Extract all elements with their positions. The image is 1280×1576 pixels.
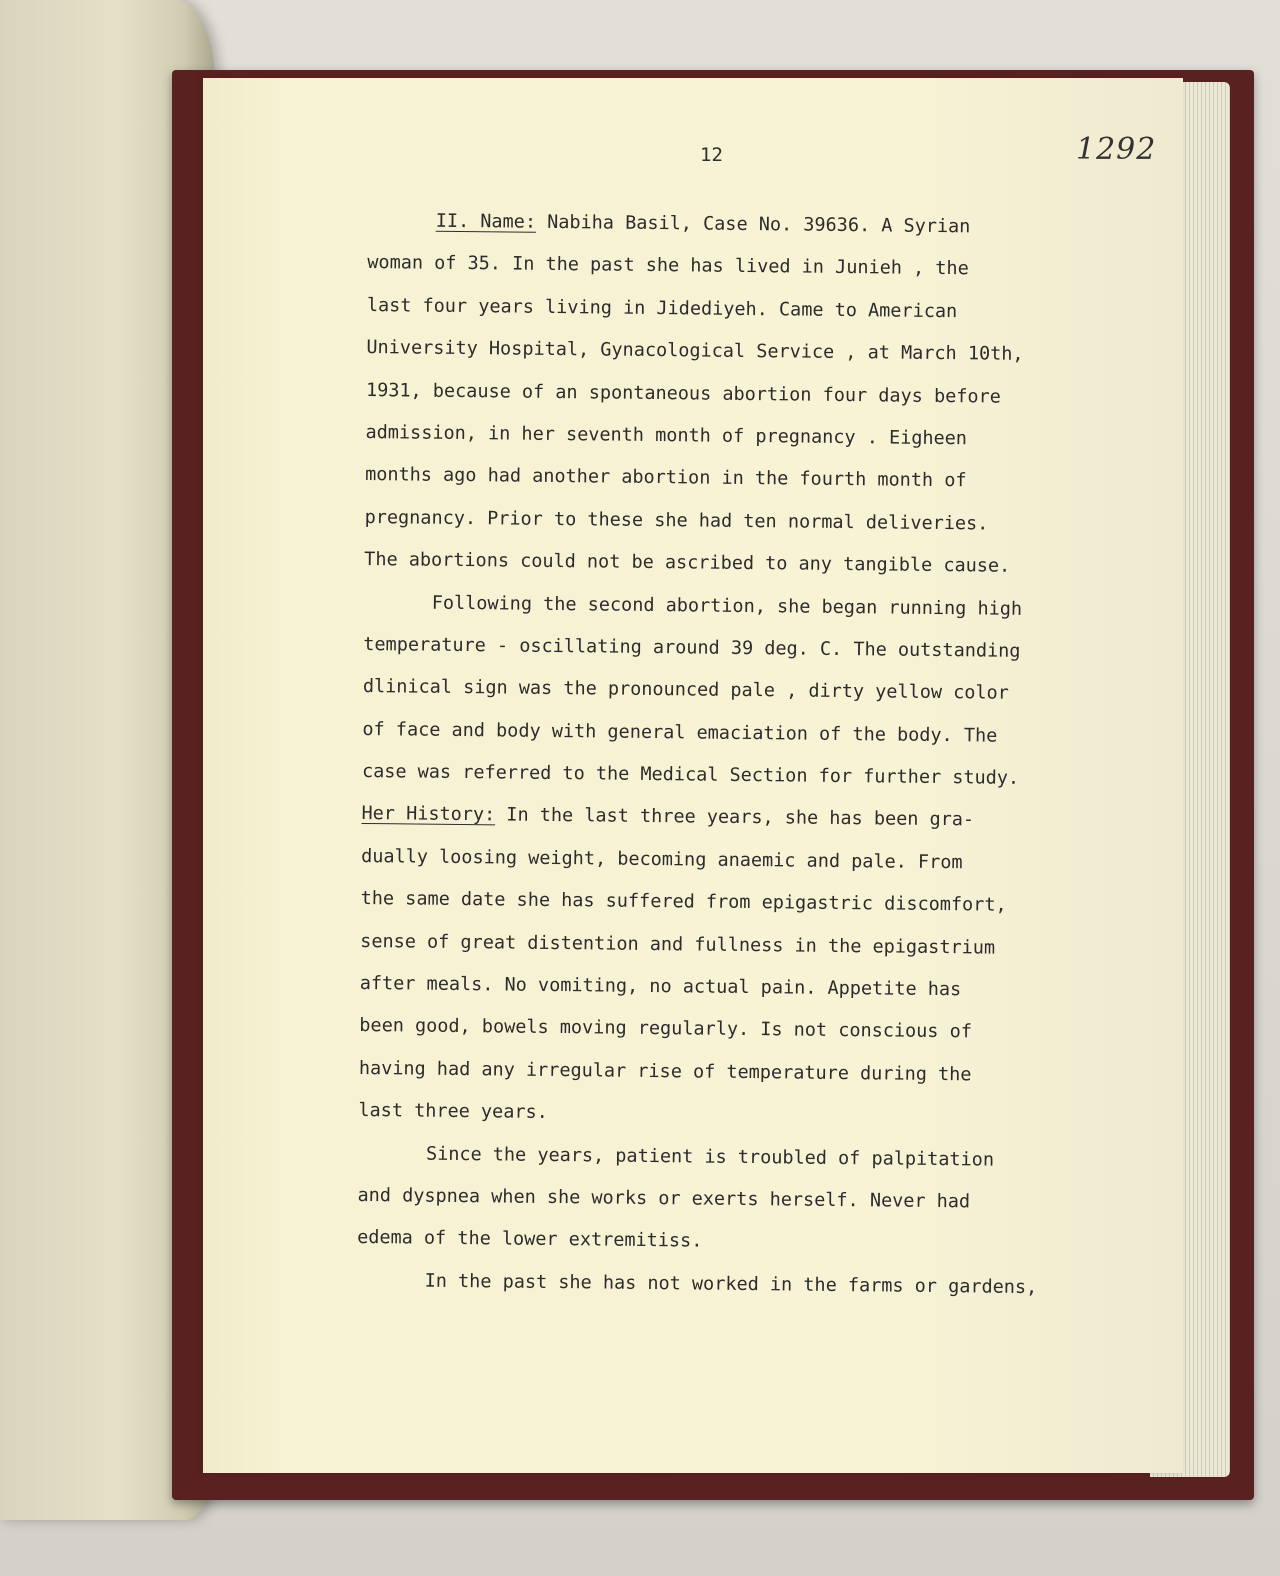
page-number: 12 <box>700 144 723 166</box>
text-line: The abortions could not be ascribed to any tangible cause. <box>364 549 1011 577</box>
text-line: case was referred to the Medical Section for further study. <box>361 761 1020 789</box>
text-line: dually loosing weight, becoming anaemic and pale. From <box>361 845 963 874</box>
text-line: edema of the lower extremitiss. <box>357 1227 703 1252</box>
typed-page <box>203 78 1183 1473</box>
text-line: the same date she has suffered from epigastric discomfort, <box>360 888 1007 916</box>
text-line: Her History: In the last three years, she has been gra- <box>361 803 975 831</box>
text-line: sense of great distention and fullness in the epigastrium <box>360 930 996 959</box>
text-line: dlinical sign was the pronounced pale , dirty yellow color <box>362 676 1009 705</box>
text-line: 1931, because of an spontaneous abortion four days before <box>365 379 1001 408</box>
text-line: been good, bowels moving regularly. Is not conscious of <box>359 1015 973 1043</box>
text-line: II. Name: Nabiha Basil, Case No. 39636. A Syrian <box>435 210 971 238</box>
section-label-history: Her History: <box>361 803 496 826</box>
text-line: Following the second abortion, she began running high <box>431 592 1023 620</box>
text-line: and dyspnea when she works or exerts herself. Never had <box>357 1184 971 1213</box>
handwritten-folio-number: 1292 <box>1076 132 1157 167</box>
text-line: last four years living in Jidediyeh. Came to American <box>366 294 958 322</box>
text-line: of face and body with general emaciation of the body. The <box>362 718 998 747</box>
text-line: Since the years, patient is troubled of palpitation <box>425 1143 995 1171</box>
text-line: having had any irregular rise of temperature during the <box>358 1057 972 1086</box>
text-line: pregnancy. Prior to these she had ten normal deliveries. <box>364 506 989 535</box>
text-line: woman of 35. In the past she has lived in Junieh , the <box>367 252 969 280</box>
typed-body-text <box>356 200 1108 1310</box>
text-line: University Hospital, Gynacological Service , at March 10th, <box>366 337 1024 366</box>
text-line: last three years. <box>358 1100 548 1124</box>
text-line: temperature - oscillating around 39 deg. C. The outstanding <box>363 633 1021 662</box>
text-line: admission, in her seventh month of pregnancy . Eigheen <box>365 421 968 450</box>
text-line: after meals. No vomiting, no actual pain. Appetite has <box>359 972 962 1001</box>
section-label-name: II. Name: <box>435 210 537 233</box>
text-line: months ago had another abortion in the fourth month of <box>365 464 967 492</box>
text-line: In the past she has not worked in the farms or gardens, <box>424 1270 1038 1298</box>
